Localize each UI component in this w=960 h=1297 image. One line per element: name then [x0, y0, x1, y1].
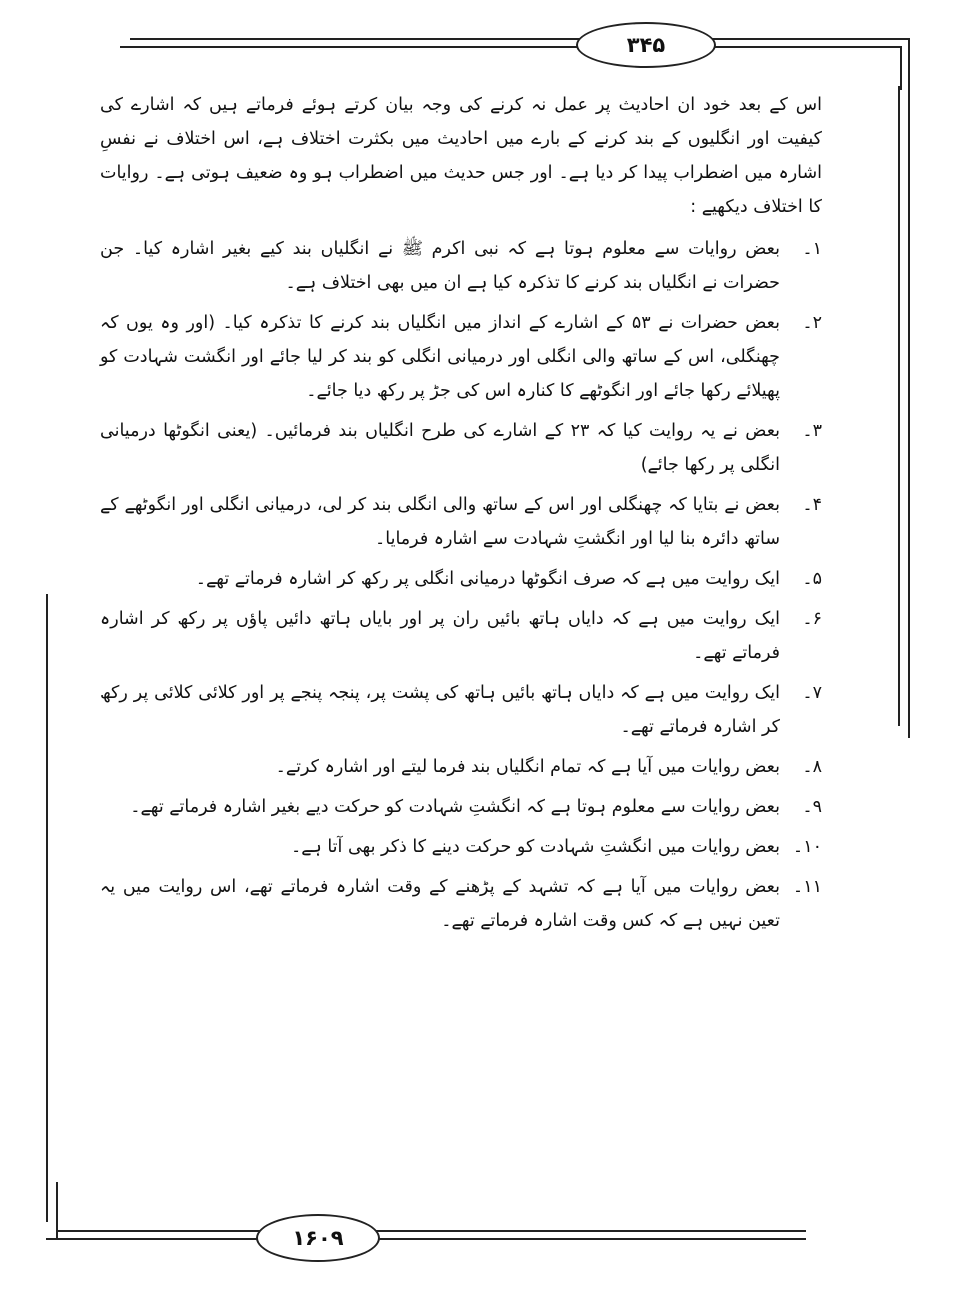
bottom-rule-inner: [56, 1230, 806, 1232]
list-item-number: ۴۔: [802, 495, 822, 515]
list-item-number: ۲۔: [802, 313, 822, 333]
numbered-list: [100, 232, 822, 938]
list-item: [100, 750, 822, 784]
list-item-number: ۵۔: [802, 569, 822, 589]
list-item-text: بعض روایات سے معلوم ہوتا ہے کہ انگشتِ شہادت کو حرکت دیے بغیر اشارہ فرماتے تھے۔: [130, 797, 780, 817]
list-item-text: بعض روایات میں آیا ہے کہ تمام انگلیاں بند فرما لیتے اور اشارہ کرتے۔: [275, 757, 780, 777]
list-item-text: بعض نے یہ روایت کیا کہ ۲۳ کے اشارے کی طرح انگلیاں بند فرمائیں۔ (یعنی انگوٹھا درمیانی انگلی پر رکھا جائے): [100, 421, 781, 475]
list-item-text: بعض حضرات نے ۵۳ کے اشارے کے انداز میں انگلیاں بند کرنے کا تذکرہ کیا۔ (اور وہ یوں کہ چھنگلی، اس کے ساتھ والی انگلی اور درمیانی انگلی کو بند کر لیا جائے اور انگشت شہادت کو پھیلائے رکھا جائے اور انگوٹھے کا کنارہ اس کی جڑ پر رکھ دیا جائے۔: [100, 313, 780, 401]
top-rule-inner: [120, 46, 902, 48]
list-item: [100, 790, 822, 824]
left-rule-lower: [46, 594, 48, 1222]
list-item-text: بعض نے بتایا کہ چھنگلی اور اس کے ساتھ والی انگلی بند کر لی، درمیانی انگلی اور انگوٹھے کے ساتھ دائرہ بنا لیا اور انگشتِ شہادت سے اشارہ فرمایا۔: [100, 495, 780, 549]
list-item-number: ۱۱۔: [792, 877, 822, 897]
list-item-number: ۸۔: [802, 757, 822, 777]
list-item-number: ۶۔: [802, 609, 822, 629]
list-item-text: بعض روایات میں انگشتِ شہادت کو حرکت دینے کا ذکر بھی آتا ہے۔: [291, 837, 780, 857]
list-item-number: ۱۰۔: [792, 837, 822, 857]
list-item-text: بعض روایات سے معلوم ہوتا ہے کہ نبی اکرم ﷺ نے انگلیاں بند کیے بغیر اشارہ کیا۔ جن حضرات نے انگلیاں بند کرنے کا تذکرہ کیا ہے ان میں بھی اختلاف ہے۔: [100, 239, 780, 293]
list-item-number: ۷۔: [802, 683, 822, 703]
right-rule-long: [908, 38, 910, 738]
footer-page-number: ۱۶۰۹: [256, 1214, 380, 1262]
right-rule-inner: [900, 46, 902, 90]
list-item-number: ۳۔: [802, 421, 822, 441]
list-item-text: ایک روایت میں ہے کہ دایاں ہاتھ بائیں ہاتھ کی پشت پر، پنجہ پنجے پر اور کلائی کلائی پر رکھ کر اشارہ فرماتے تھے۔: [100, 683, 780, 737]
bottom-rule-outer: [46, 1238, 806, 1240]
list-item: [100, 232, 822, 300]
list-item: [100, 602, 822, 670]
right-rule-short: [898, 86, 900, 726]
list-item: [100, 488, 822, 556]
list-item: [100, 830, 822, 864]
header-page-number: ۳۴۵: [576, 22, 716, 68]
list-item-text: بعض روایات میں آیا ہے کہ تشہد کے پڑھنے کے وقت اشارہ فرماتے تھے، اس روایت میں یہ تعین نہیں ہے کہ کس وقت اشارہ فرماتے تھے۔: [100, 877, 781, 931]
page-body: [100, 88, 822, 944]
list-item-number: ۹۔: [802, 797, 822, 817]
list-item: [100, 676, 822, 744]
top-rule-outer: [130, 38, 910, 40]
list-item: [100, 562, 822, 596]
intro-paragraph: اس کے بعد خود ان احادیث پر عمل نہ کرنے کی وجہ بیان کرتے ہوئے فرماتے ہیں کہ اشارے کی کیفیت اور انگلیوں کے بند کرنے کے بارے میں احادیث میں بکثرت اختلاف ہے، اس اختلاف نے نفسِ اشارہ میں اضطراب پیدا کر دیا ہے۔ اور جس حدیث میں اضطراب ہو وہ ضعیف ہوتی ہے۔ روایات کا اختلاف دیکھیے :: [100, 95, 822, 217]
list-item: [100, 414, 822, 482]
list-item: [100, 870, 822, 938]
list-item-number: ۱۔: [802, 239, 822, 259]
list-item: [100, 306, 822, 408]
list-item-text: ایک روایت میں ہے کہ صرف انگوٹھا درمیانی انگلی پر رکھ کر اشارہ فرماتے تھے۔: [195, 569, 780, 589]
list-item-text: ایک روایت میں ہے کہ دایاں ہاتھ بائیں ران پر اور بایاں ہاتھ دائیں پاؤں پر رکھ کر اشارہ فرماتے تھے۔: [100, 609, 780, 663]
